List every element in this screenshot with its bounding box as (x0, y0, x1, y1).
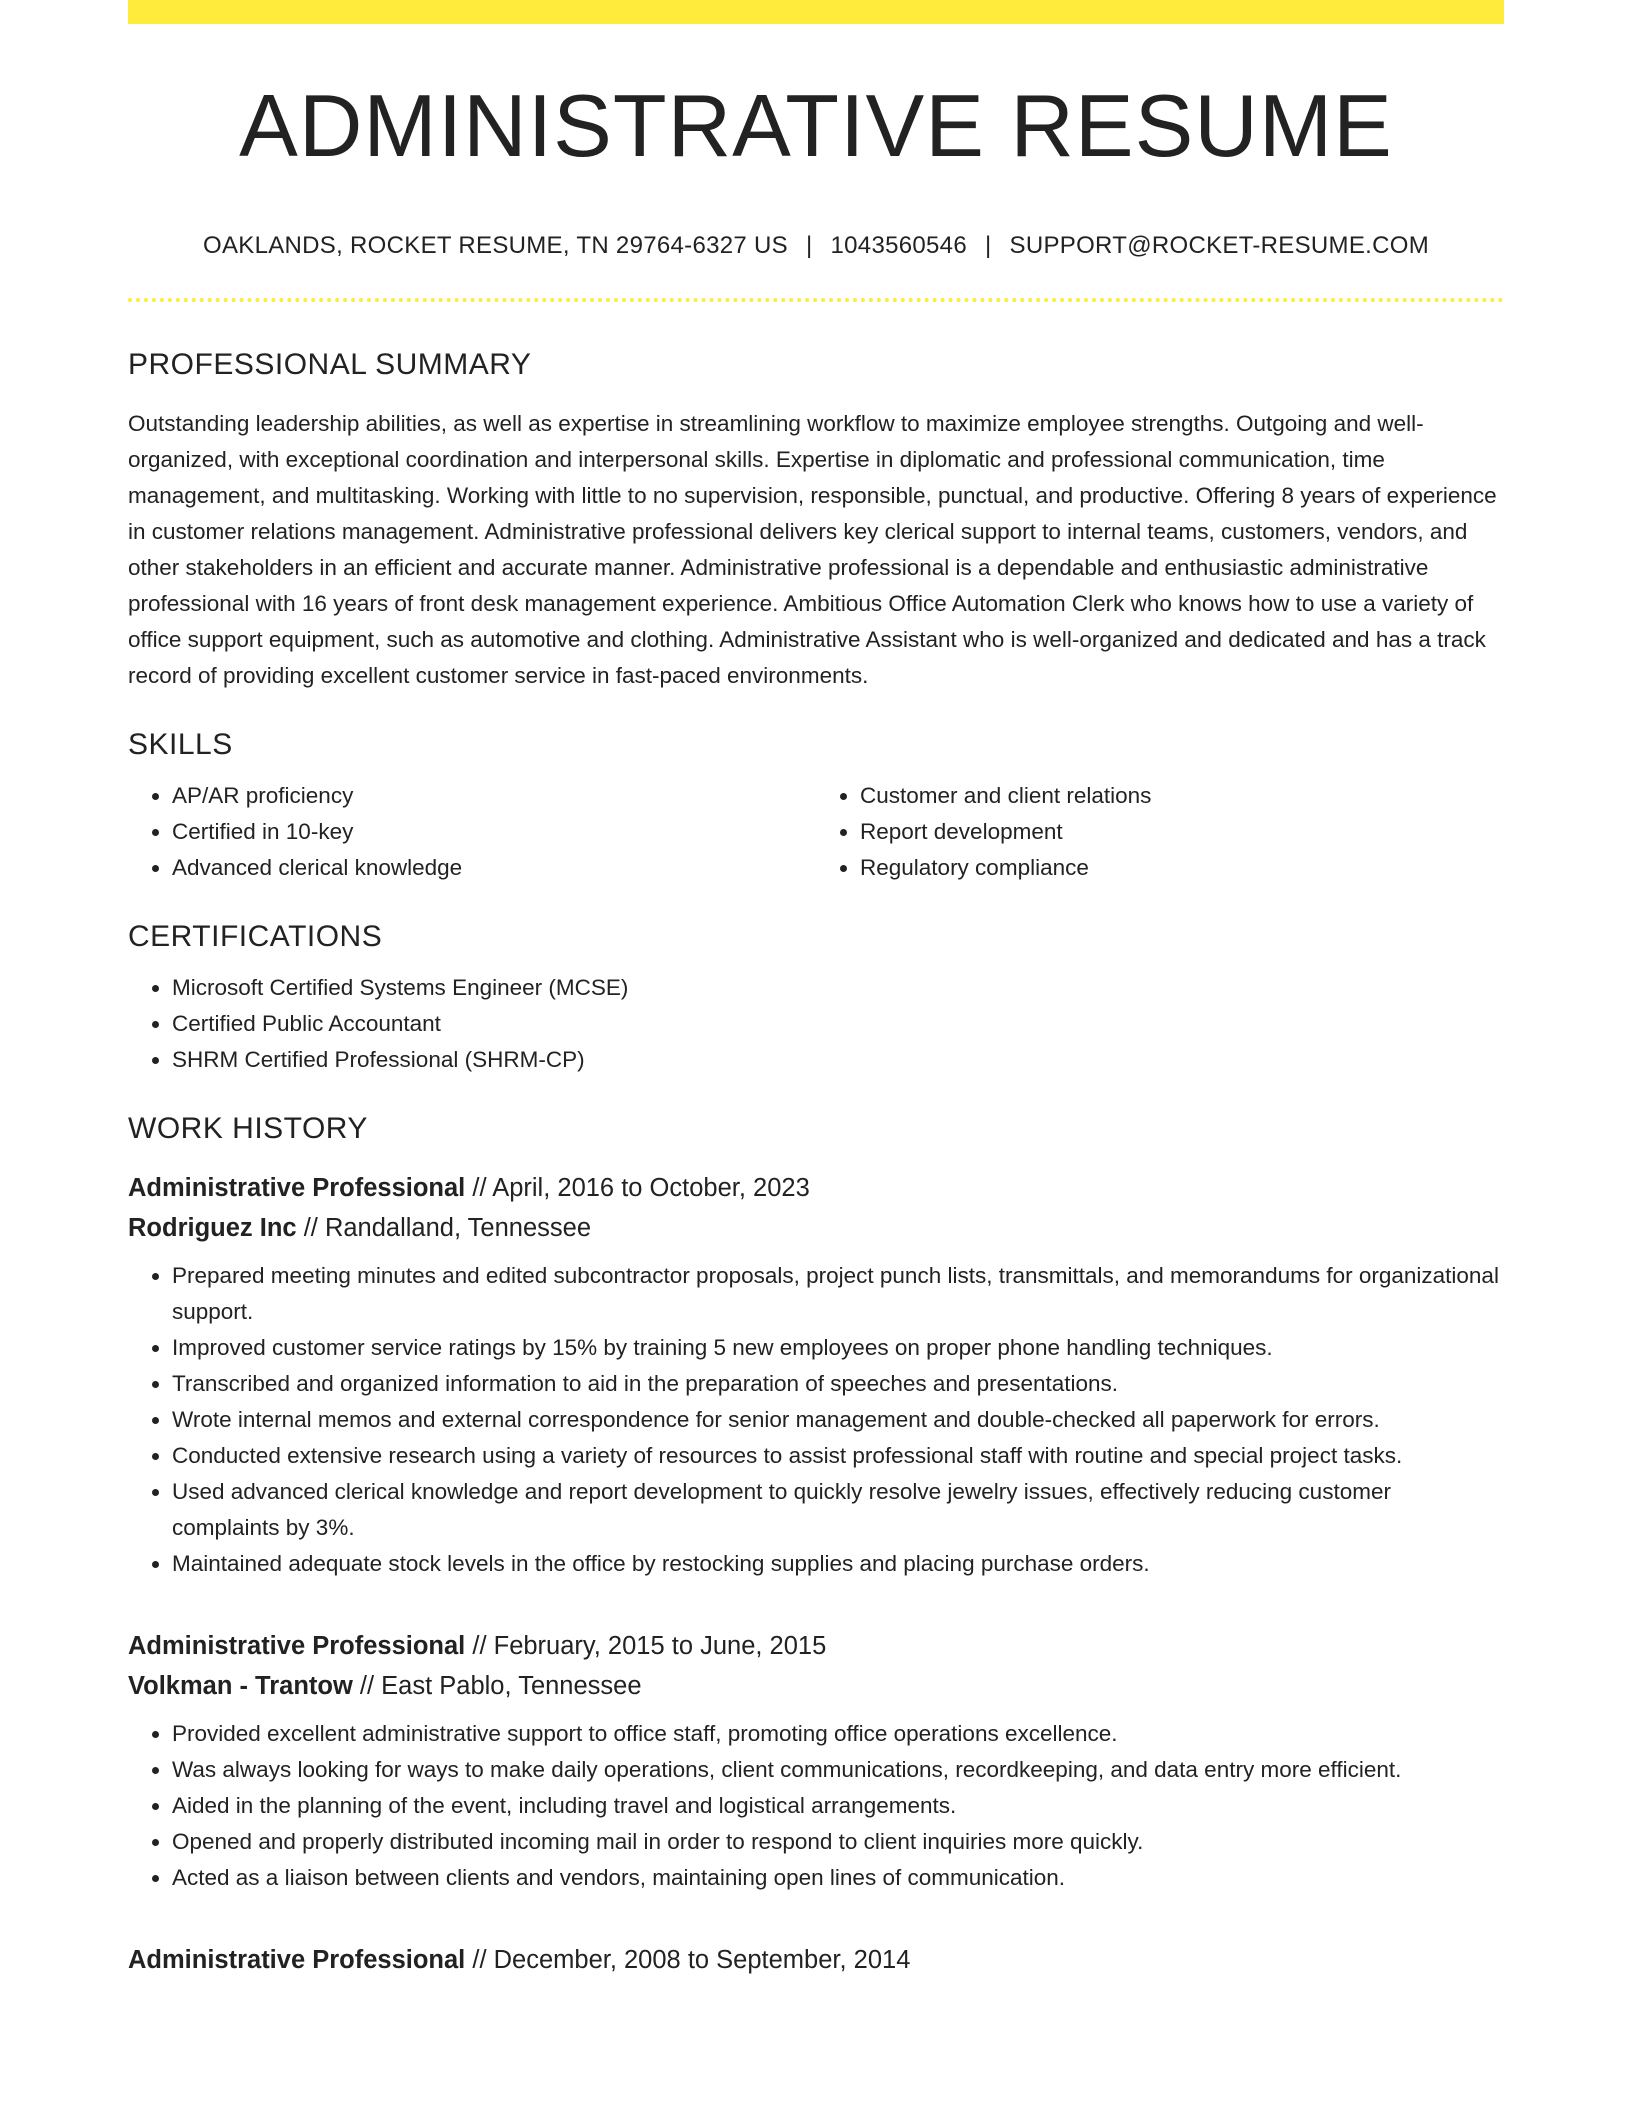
job-company-line (128, 1208, 1504, 1248)
job-company: Rodriguez Inc (128, 1214, 297, 1243)
certification-item: • SHRM Certified Professional (SHRM-CP) (172, 1042, 1504, 1078)
skill-item: • Report development (860, 814, 1504, 850)
skills-heading: SKILLS (128, 728, 233, 762)
contact-phone: 1043560546 (830, 232, 967, 260)
duty-item: • Used advanced clerical knowledge and report development to quickly resolve jewelry issues, effectively reducing customer complaints by 3%. (172, 1474, 1504, 1546)
duty-item: • Conducted extensive research using a variety of resources to assist professional staff with routine and special project tasks. (172, 1438, 1504, 1474)
header-divider (128, 298, 1504, 302)
duty-item: • Improved customer service ratings by 15% by training 5 new employees on proper phone handling techniques. (172, 1330, 1504, 1366)
duty-item: • Was always looking for ways to make daily operations, client communications, recordkeeping, and data entry more efficient. (172, 1752, 1504, 1788)
skill-item: • Regulatory compliance (860, 850, 1504, 886)
job-company: Volkman - Trantow (128, 1672, 353, 1701)
certifications-heading: CERTIFICATIONS (128, 920, 383, 954)
skills-list (128, 762, 1504, 886)
contact-separator: | (984, 232, 992, 260)
job-company-line (128, 1666, 1504, 1706)
resume-page (128, 0, 1504, 1980)
job-duties (128, 1716, 1504, 1896)
contact-email: SUPPORT@ROCKET-RESUME.COM (1009, 232, 1429, 260)
duty-item: • Opened and properly distributed incoming mail in order to respond to client inquiries more quickly. (172, 1824, 1504, 1860)
skill-item: • AP/AR proficiency (172, 778, 816, 814)
skills-column-right (816, 778, 1504, 886)
work-history-heading: WORK HISTORY (128, 1112, 368, 1146)
job-title: Administrative Professional (128, 1946, 466, 1975)
job-title-line (128, 1940, 1504, 1980)
job-title: Administrative Professional (128, 1174, 466, 1203)
job-dates: // April, 2016 to October, 2023 (472, 1174, 810, 1203)
contact-separator: | (805, 232, 813, 260)
skill-item: • Advanced clerical knowledge (172, 850, 816, 886)
job-location: // Randalland, Tennessee (303, 1214, 592, 1243)
job-title-line (128, 1168, 1504, 1208)
duty-item: • Acted as a liaison between clients and vendors, maintaining open lines of communication. (172, 1860, 1504, 1896)
skill-item: • Customer and client relations (860, 778, 1504, 814)
job-dates: // February, 2015 to June, 2015 (472, 1632, 827, 1661)
job-dates: // December, 2008 to September, 2014 (472, 1946, 911, 1975)
contact-address: OAKLANDS, ROCKET RESUME, TN 29764-6327 US (202, 232, 788, 260)
duty-item: • Aided in the planning of the event, including travel and logistical arrangements. (172, 1788, 1504, 1824)
job-entry (128, 1168, 1504, 1582)
duty-item: • Wrote internal memos and external correspondence for senior management and double-checked all paperwork for errors. (172, 1402, 1504, 1438)
skill-item: • Certified in 10-key (172, 814, 816, 850)
skills-column-left (128, 778, 816, 886)
page-title: ADMINISTRATIVE RESUME (239, 76, 1393, 175)
summary-heading: PROFESSIONAL SUMMARY (128, 348, 532, 382)
certifications-list (128, 970, 1504, 1078)
job-title-line (128, 1626, 1504, 1666)
contact-line (128, 232, 1504, 260)
duty-item: • Prepared meeting minutes and edited subcontractor proposals, project punch lists, transmittals, and memorandums for organizational support. (172, 1258, 1504, 1330)
certification-item: • Microsoft Certified Systems Engineer (MCSE) (172, 970, 1504, 1006)
duty-item: • Transcribed and organized information to aid in the preparation of speeches and presentations. (172, 1366, 1504, 1402)
job-location: // East Pablo, Tennessee (359, 1672, 642, 1701)
summary-text: Outstanding leadership abilities, as well as expertise in streamlining workflow to maximize employee strengths. Outgoing and well-organized, with exceptional coordination and interpersonal skills. Expertise in diplomatic and professional communication, time management, and multitasking. Working with little to no supervision, responsible, punctual, and productive. Offering 8 years of experience in customer relations management. Administrative professional delivers key clerical support to internal teams, customers, vendors, and other stakeholders in an efficient and accurate manner. Administrative professional is a dependable and enthusiastic administrative professional with 16 years of front desk management experience. Ambitious Office Automation Clerk who knows how to use a variety of office support equipment, such as automotive and clothing. Administrative Assistant who is well-organized and dedicated and has a track record of providing excellent customer service in fast-paced environments. (128, 411, 1497, 689)
job-entry (128, 1626, 1504, 1896)
certification-item: • Certified Public Accountant (172, 1006, 1504, 1042)
accent-bar (128, 0, 1504, 24)
job-entry (128, 1940, 1504, 1980)
job-title: Administrative Professional (128, 1632, 466, 1661)
job-duties (128, 1258, 1504, 1582)
duty-item: • Provided excellent administrative support to office staff, promoting office operations excellence. (172, 1716, 1504, 1752)
duty-item: • Maintained adequate stock levels in the office by restocking supplies and placing purchase orders. (172, 1546, 1504, 1582)
